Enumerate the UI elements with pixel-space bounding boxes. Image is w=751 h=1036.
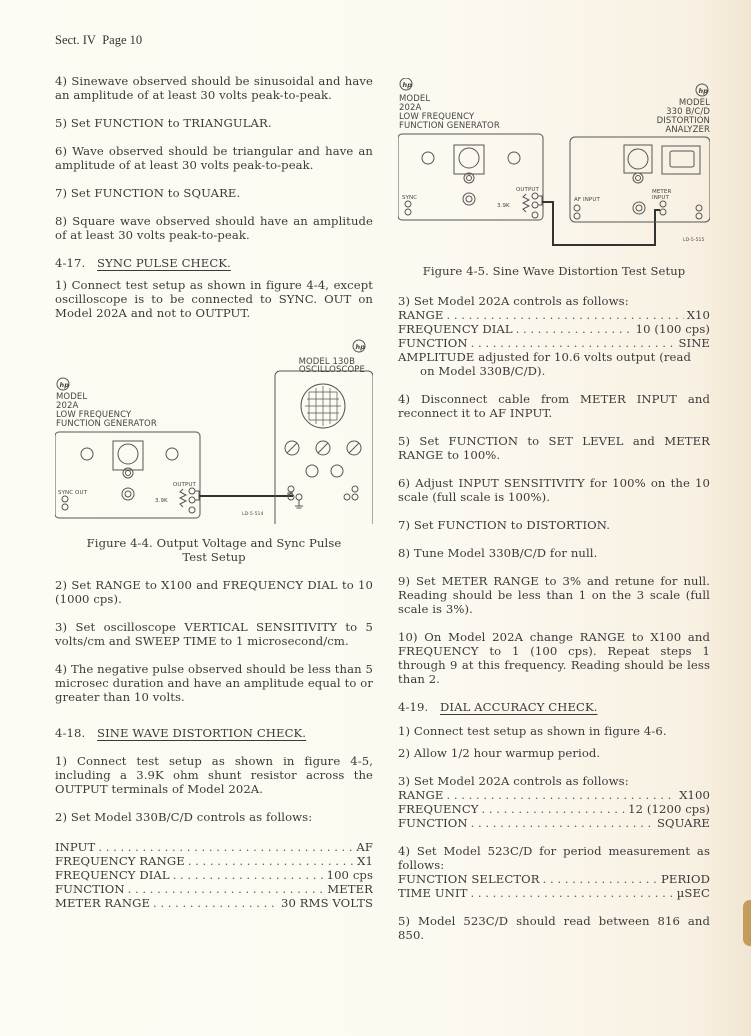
terminal-icon <box>532 193 538 199</box>
output-label: OUTPUT <box>173 482 197 488</box>
setting-row <box>55 896 373 910</box>
caption-line: Figure 4-4. Output Voltage and Sync Pulse <box>86 536 342 550</box>
dial-step-5: 5) Model 523C/D should read between 816 and 850. <box>398 914 710 942</box>
knob-icon <box>508 152 520 164</box>
generator-settings-step-3 <box>398 294 710 378</box>
setting-row <box>398 802 710 816</box>
sync-out-label: SYNC OUT <box>58 490 88 496</box>
section-heading-4-19 <box>398 700 710 714</box>
setting-value: X1 <box>357 854 373 868</box>
setting-value: X100 <box>679 788 710 802</box>
binder-ring-edge <box>743 900 751 946</box>
setting-row <box>398 886 710 900</box>
dial-step-3 <box>398 774 710 830</box>
sync-step-1: 1) Connect test setup as shown in figure 4-4, except oscilloscope is to be connected to SYNC. OUT on Model 202A and not to OUTPUT. <box>55 278 373 320</box>
setting-key: FREQUENCY <box>398 802 479 816</box>
section-title: SINE WAVE DISTORTION CHECK. <box>97 726 307 740</box>
dial-step-4 <box>398 844 710 900</box>
dial-step-2: 2) Allow 1/2 hour warmup period. <box>398 746 601 760</box>
analyzer-label-line: 330 B/C/D <box>666 107 710 117</box>
setting-key: FUNCTION <box>398 816 468 830</box>
terminal-icon <box>696 205 702 211</box>
dial-window <box>113 441 143 470</box>
distortion-step-2: 2) Set Model 330B/C/D controls as follows: <box>55 810 313 824</box>
amplitude-setting: AMPLITUDE adjusted for 10.6 volts output (read <box>398 350 691 364</box>
section-title: SYNC PULSE CHECK. <box>97 256 231 270</box>
terminal-icon <box>574 213 580 219</box>
knob-icon <box>422 152 434 164</box>
section-heading-4-17 <box>55 256 373 270</box>
terminal-icon <box>660 201 666 207</box>
distortion-step-10: 10) On Model 202A change RANGE to X100 and FREQUENCY to 1 (100 cps). Repeat steps 1 through 9 at this frequency. Reading should be less than 2. <box>398 630 710 686</box>
sync-label: SYNC <box>402 195 418 201</box>
section-title: DIAL ACCURACY CHECK. <box>440 700 598 714</box>
knob-icon <box>166 448 178 460</box>
step-intro: 4) Set Model 523C/D for period measurement as follows: <box>398 844 710 872</box>
distortion-step-5: 5) Set FUNCTION to SET LEVEL and METER RANGE to 100%. <box>398 434 710 462</box>
output-label: OUTPUT <box>516 187 540 193</box>
setting-row <box>398 816 710 830</box>
terminal-icon <box>62 496 68 502</box>
setting-value: X10 <box>686 308 710 322</box>
terminal-icon <box>574 205 580 211</box>
step-8-square-wave: 8) Square wave observed should have an amplitude of at least 30 volts peak-to-peak. <box>55 214 373 242</box>
setting-row <box>55 882 373 896</box>
distortion-step-6: 6) Adjust INPUT SENSITIVITY for 100% on the 10 scale (full scale is 100%). <box>398 476 710 504</box>
resistor-label: 3.9K <box>497 203 510 209</box>
generator-label-line: FUNCTION GENERATOR <box>56 419 157 429</box>
setting-key: METER RANGE <box>55 896 151 910</box>
setting-value: PERIOD <box>661 872 710 886</box>
generator-panel <box>398 134 543 220</box>
figure-4-5 <box>398 78 710 250</box>
terminal-icon <box>405 209 411 215</box>
caption-line: Test Setup <box>182 550 246 564</box>
hp-logo-text: hp <box>355 343 365 351</box>
terminal-icon <box>696 213 702 219</box>
graticule-grid <box>305 386 341 426</box>
setting-key: FREQUENCY DIAL <box>398 322 513 336</box>
connector-icon <box>633 202 645 214</box>
step-6-triangular-wave: 6) Wave observed should be triangular and have an amplitude of at least 30 volts peak-to-peak. <box>55 144 373 172</box>
terminal-icon <box>405 201 411 207</box>
terminal-icon <box>288 486 294 492</box>
setting-key: FREQUENCY DIAL <box>55 868 170 882</box>
generator-label-line: MODEL <box>56 392 88 402</box>
section-number: 4-19. <box>398 700 429 714</box>
terminal-icon <box>189 497 195 503</box>
step-7-square: 7) Set FUNCTION to SQUARE. <box>55 186 241 200</box>
setting-value: AF <box>356 840 373 854</box>
knob-icon <box>306 465 318 477</box>
left-column <box>55 74 373 910</box>
jumper-wire <box>195 491 199 500</box>
step-4-sinewave: 4) Sinewave observed should be sinusoidal and have an amplitude of at least 30 volts peak-to-peak. <box>55 74 373 102</box>
scope-label-line: MODEL 130B <box>298 357 355 367</box>
figure-4-5-diagram <box>398 78 710 250</box>
setting-value: 30 RMS VOLTS <box>281 896 373 910</box>
step-intro: 3) Set Model 202A controls as follows: <box>398 774 629 788</box>
drawing-code: LD-5-514 <box>242 512 264 517</box>
dial-icon <box>118 444 138 464</box>
terminal-icon <box>660 209 666 215</box>
step-intro: 3) Set Model 202A controls as follows: <box>398 294 629 308</box>
amplitude-setting-cont: on Model 330B/C/D). <box>420 364 546 378</box>
terminal-icon <box>532 212 538 218</box>
setting-value: SINE <box>678 336 710 350</box>
dial-icon <box>459 148 479 168</box>
dial-icon <box>628 149 648 169</box>
analyzer-label-line: ANALYZER <box>665 125 710 135</box>
resistor-label: 3.9K <box>155 498 168 504</box>
connector-icon <box>463 193 475 205</box>
figure-4-4 <box>55 334 373 524</box>
setting-key: FUNCTION <box>55 882 125 896</box>
right-column <box>398 78 710 956</box>
sync-step-4: 4) The negative pulse observed should be less than 5 microsec duration and have an amplitude equal to or greater than 10 volts. <box>55 662 373 704</box>
setting-value: µSEC <box>676 886 710 900</box>
resistor-icon <box>180 489 186 507</box>
dial-window <box>454 145 484 174</box>
sync-step-2: 2) Set RANGE to X100 and FREQUENCY DIAL to 10 (1000 cps). <box>55 578 373 606</box>
setting-key: RANGE <box>398 308 444 322</box>
meter-input-label: METER <box>652 189 672 195</box>
step-5-triangular: 5) Set FUNCTION to TRIANGULAR. <box>55 116 272 130</box>
distortion-step-8: 8) Tune Model 330B/C/D for null. <box>398 546 598 560</box>
meter-input-label: INPUT <box>652 195 669 201</box>
distortion-step-7: 7) Set FUNCTION to DISTORTION. <box>398 518 611 532</box>
setting-key: FUNCTION SELECTOR <box>398 872 540 886</box>
analyzer-settings-list <box>55 840 373 910</box>
terminal-icon <box>189 488 195 494</box>
setting-key: FUNCTION <box>398 336 468 350</box>
setting-value: METER <box>327 882 373 896</box>
figure-4-5-caption: Figure 4-5. Sine Wave Distortion Test Setup <box>422 264 686 278</box>
section-label: Sect. IV <box>55 33 96 47</box>
distortion-step-9: 9) Set METER RANGE to 3% and retune for null. Reading should be less than 1 on the 3 scale (full scale is 3%). <box>398 574 710 616</box>
terminal-icon <box>62 504 68 510</box>
terminal-icon <box>296 494 302 500</box>
drawing-code: LD-5-515 <box>683 238 705 243</box>
connector-icon <box>122 488 134 500</box>
terminal-icon <box>352 486 358 492</box>
meter-face-icon <box>670 151 694 167</box>
distortion-step-4: 4) Disconnect cable from METER INPUT and reconnect it to AF INPUT. <box>398 392 710 420</box>
setting-value: SQUARE <box>656 816 710 830</box>
setting-row <box>398 788 710 802</box>
resistor-icon <box>523 194 529 212</box>
setting-row <box>398 322 710 336</box>
terminal-icon <box>344 494 350 500</box>
generator-label-line: LOW FREQUENCY <box>56 410 132 420</box>
terminal-icon <box>189 507 195 513</box>
generator-label-line: FUNCTION GENERATOR <box>399 121 500 131</box>
af-input-label: AF INPUT <box>574 197 600 203</box>
page-number: Page 10 <box>102 33 143 47</box>
ground-icon <box>295 500 303 508</box>
section-number: 4-17. <box>55 256 86 270</box>
generator-label-line: LOW FREQUENCY <box>399 112 475 122</box>
knob-icon <box>331 465 343 477</box>
setting-row <box>398 308 710 322</box>
section-number: 4-18. <box>55 726 86 740</box>
setting-row <box>398 872 710 886</box>
analyzer-label-line: DISTORTION <box>656 116 710 126</box>
page-header <box>55 33 142 48</box>
sync-step-3: 3) Set oscilloscope VERTICAL SENSITIVITY to 5 volts/cm and SWEEP TIME to 1 microsecond/cm. <box>55 620 373 648</box>
setting-key: FREQUENCY RANGE <box>55 854 185 868</box>
setting-value: 10 (100 cps) <box>635 322 710 336</box>
setting-key: INPUT <box>55 840 96 854</box>
generator-label-line: MODEL <box>399 94 431 104</box>
connector-icon <box>633 173 643 183</box>
knob-icon <box>81 448 93 460</box>
jumper-wire <box>538 196 542 205</box>
scope-label-line: OSCILLOSCOPE <box>298 365 365 375</box>
setting-key: RANGE <box>398 788 444 802</box>
setting-row <box>55 868 373 882</box>
distortion-step-1: 1) Connect test setup as shown in figure 4-5, including a 3.9K ohm shunt resistor across the OUTPUT terminals of Model 202A. <box>55 754 373 796</box>
hp-logo-text: hp <box>59 381 69 389</box>
hp-logo-text: hp <box>402 81 412 89</box>
analyzer-label-line: MODEL <box>678 98 710 108</box>
generator-label-line: 202A <box>56 401 79 411</box>
terminal-icon <box>352 494 358 500</box>
figure-4-4-caption <box>55 536 373 564</box>
setting-key: TIME UNIT <box>398 886 468 900</box>
figure-4-4-diagram <box>55 334 373 524</box>
setting-row <box>55 854 373 868</box>
setting-row <box>398 336 710 350</box>
section-heading-4-18 <box>55 726 373 740</box>
terminal-icon <box>532 202 538 208</box>
setting-value: 100 cps <box>326 868 373 882</box>
dial-step-1: 1) Connect test setup as shown in figure 4-6. <box>398 724 667 738</box>
setting-value: 12 (1200 cps) <box>628 802 710 816</box>
hp-logo-text: hp <box>698 87 708 95</box>
generator-label-line: 202A <box>399 103 422 113</box>
setting-row <box>55 840 373 854</box>
